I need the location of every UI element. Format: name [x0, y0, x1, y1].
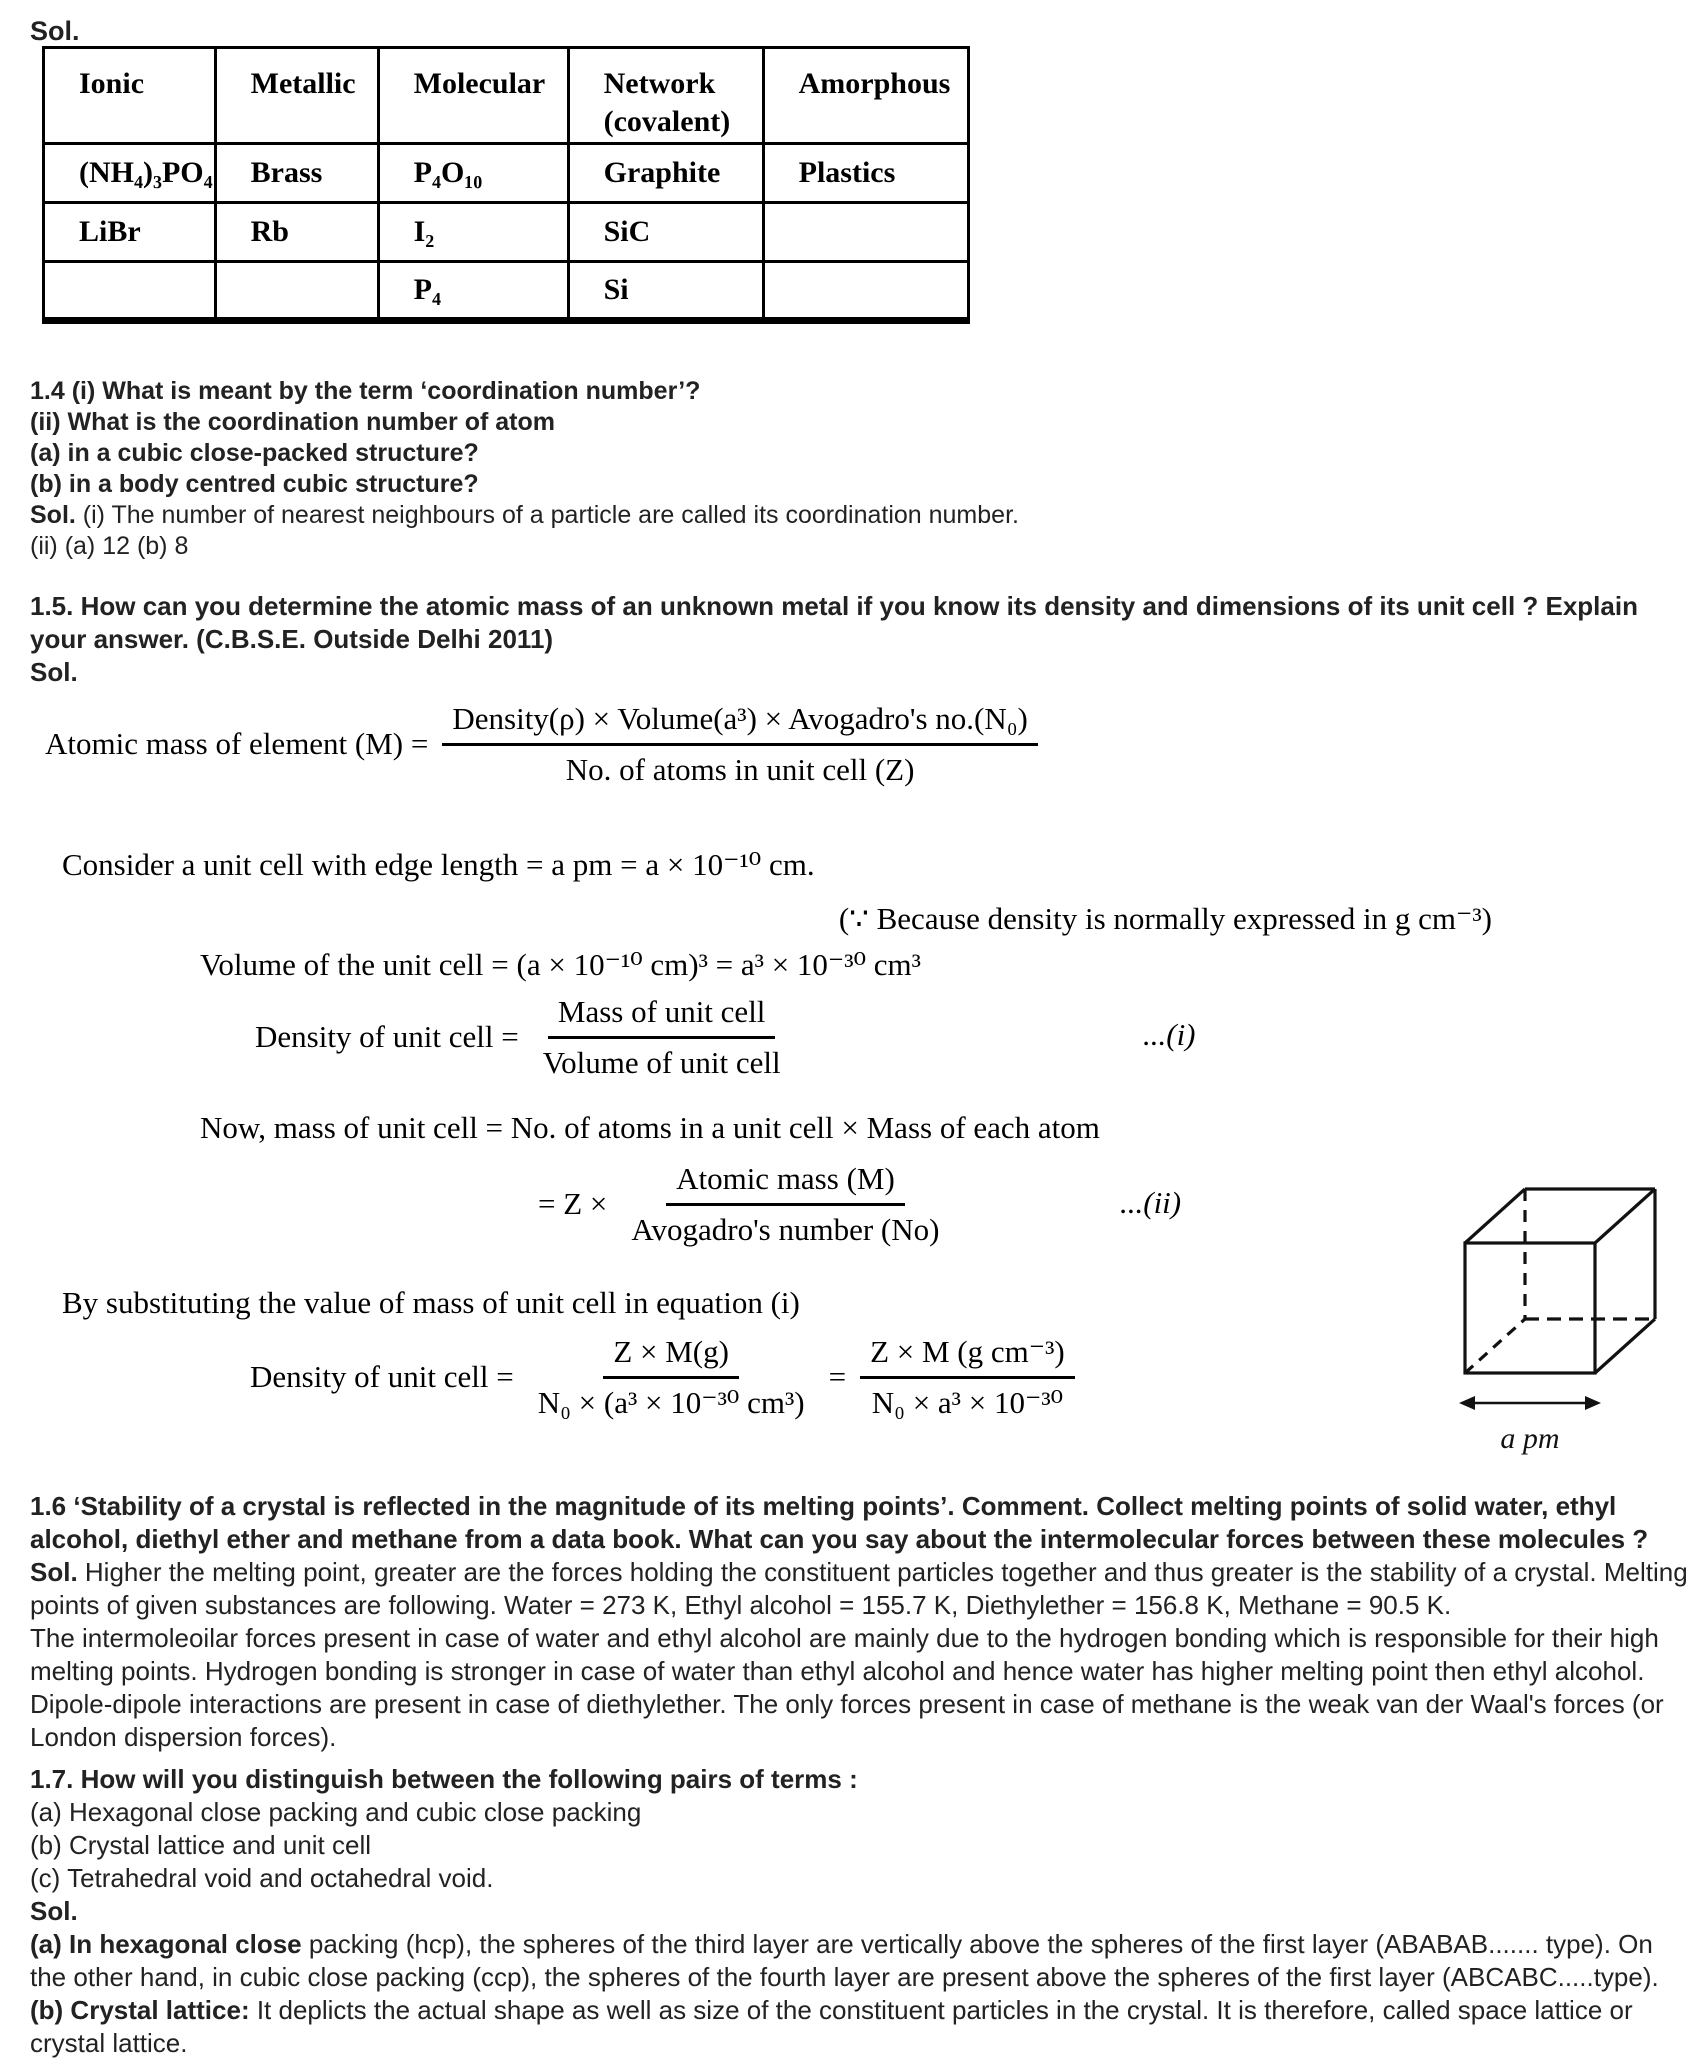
equation-text: Now, mass of unit cell = No. of atoms in a unit cell × Mass of each atom	[200, 1110, 1100, 1145]
question-text: 1.5. How can you determine the atomic mass of an unknown metal if you know its density and dimensions of its unit cell ? Explain your answer. (C.B.S.E. Outside Delhi 2011)	[30, 591, 1638, 654]
equation-text: Volume of the unit cell = (a × 10⁻¹⁰ cm)³ = a³ × 10⁻³⁰ cm³	[200, 947, 921, 982]
table-cell: I₂	[378, 203, 568, 262]
sol-label: Sol.	[30, 501, 76, 529]
sol-label: Sol.	[30, 657, 78, 687]
table-cell: (NH₄)₃PO₄	[44, 144, 216, 203]
sol-label: Sol.	[30, 1557, 78, 1587]
cube-edge-label: a pm	[1500, 1422, 1560, 1455]
question-text: 1.7. How will you distinguish between the following pairs of terms :	[30, 1764, 858, 1794]
table-cell	[763, 262, 968, 321]
fraction	[533, 990, 791, 1083]
table-cell: Graphite	[568, 144, 763, 203]
fraction	[442, 697, 1037, 790]
header-text-line2: (covalent)	[603, 105, 731, 138]
table-cell	[215, 262, 378, 321]
question-item-b: (b) Crystal lattice and unit cell	[30, 1830, 372, 1860]
mass-equation-2	[538, 1157, 949, 1250]
question-1-5	[30, 590, 1690, 689]
numerator: Z × M (g cm⁻³)	[860, 1330, 1075, 1379]
arrow-left-head	[1459, 1396, 1475, 1410]
question-line: (a) in a cubic close-packed structure?	[30, 439, 479, 467]
fraction	[621, 1157, 949, 1250]
equation-text: By substituting the value of mass of unit cell in equation (i)	[62, 1285, 800, 1320]
answer-b-text: It deplicts the actual shape as well as size of the constituent particles in the crystal. It is therefore, called space lattice or crystal lattice.	[30, 1995, 1633, 2058]
table-cell	[44, 262, 216, 321]
denominator: N₀ × a³ × 10⁻³⁰	[871, 1385, 1064, 1420]
table-cell: LiBr	[44, 203, 216, 262]
equation-lhs: Atomic mass of element (M) =	[45, 725, 429, 761]
equation-lhs: = Z ×	[538, 1185, 608, 1221]
table-cell	[763, 203, 968, 262]
header-network-covalent	[568, 48, 763, 144]
header-metallic	[215, 48, 378, 144]
numerator: Atomic mass (M)	[666, 1157, 905, 1206]
header-ionic	[44, 48, 216, 144]
denominator: N₀ × (a³ × 10⁻³⁰ cm³)	[537, 1385, 805, 1420]
table-cell: Si	[568, 262, 763, 321]
question-line: (ii) What is the coordination number of atom	[30, 408, 555, 436]
table-cell: Rb	[215, 203, 378, 262]
density-equation-1	[255, 990, 791, 1083]
header-amorphous	[763, 48, 968, 144]
answer-b	[30, 1994, 1690, 2060]
question-bold-text: 1.6 ‘Stability of a crystal is reflected in the magnitude of its melting points’. Comment. Collect melting points of solid water, ethyl alcohol, diethyl ether and methane from a data book. What can you say about the intermolecular forces between these molecules ?	[30, 1491, 1649, 1554]
table-cell: P₄	[378, 262, 568, 321]
numerator: Z × M(g)	[603, 1330, 739, 1379]
question-1-7	[30, 1763, 1690, 2060]
answer-a-bold: (a) In hexagonal close	[30, 1929, 302, 1959]
cube-drawing	[1445, 1165, 1700, 1465]
question-1-6	[30, 1490, 1690, 1754]
question-item-c: (c) Tetrahedral void and octahedral void.	[30, 1863, 494, 1893]
table-row	[44, 203, 969, 262]
substitute-line	[62, 1285, 800, 1321]
arrow-right-head	[1585, 1396, 1601, 1410]
solution-text: (i) The number of nearest neighbours of a particle are called its coordination number.	[75, 501, 1019, 529]
table-cell: P₄O₁₀	[378, 144, 568, 203]
solution-paragraph	[30, 1556, 1690, 1622]
solution-text: Higher the melting point, greater are the forces holding the constituent particles together and thus greater is the stability of a crystal. Melting points of given substances are following. Water = 273 K, Ethyl alcohol = 155.7 K, Diethylether = 156.8 K, Methane = 90.5 K.	[30, 1557, 1688, 1620]
atomic-mass-equation	[45, 697, 1038, 790]
numerator: Density(ρ) × Volume(a³) × Avogadro's no.(N₀)	[442, 697, 1037, 746]
table-cell: SiC	[568, 203, 763, 262]
table-cell: Plastics	[763, 144, 968, 203]
fraction	[860, 1330, 1075, 1423]
mass-of-unit-cell-line	[200, 1110, 1100, 1146]
unit-cell-cube-diagram	[1445, 1165, 1700, 1465]
header-text: Metallic	[250, 67, 356, 100]
equation-lhs: Density of unit cell =	[255, 1018, 519, 1054]
table-cell: Brass	[215, 144, 378, 203]
answer-a	[30, 1928, 1690, 1994]
denominator: Avogadro's number (No)	[631, 1212, 940, 1247]
equation-text: Consider a unit cell with edge length = a pm = a × 10⁻¹⁰ cm.	[62, 847, 815, 882]
equation-ii-tag: ...(ii)	[1120, 1185, 1182, 1220]
denominator: No. of atoms in unit cell (Z)	[565, 752, 915, 787]
header-text: Ionic	[79, 67, 145, 100]
header-text: Network	[603, 67, 716, 100]
question-1-4	[30, 376, 1690, 562]
solution-line	[30, 500, 1690, 531]
numerator: Mass of unit cell	[548, 990, 776, 1039]
equation-lhs: Density of unit cell =	[250, 1358, 514, 1394]
classification-table	[42, 46, 970, 324]
because-note	[839, 901, 1492, 937]
question-line: 1.4 (i) What is meant by the term ‘coordination number’?	[30, 377, 701, 405]
header-molecular	[378, 48, 568, 144]
equation-i-tag: ...(i)	[1143, 1017, 1196, 1052]
table-header-row	[44, 48, 969, 144]
question-line: (b) in a body centred cubic structure?	[30, 470, 479, 498]
top-solution-label: Sol.	[30, 16, 80, 46]
sol-label: Sol.	[30, 1896, 78, 1926]
equals-sign: =	[828, 1358, 847, 1394]
header-text: Molecular	[413, 67, 546, 100]
consider-line	[62, 847, 815, 883]
derivation-block	[0, 685, 1700, 1463]
fraction	[528, 1330, 815, 1423]
density-equation-2	[250, 1330, 1075, 1423]
denominator: Volume of unit cell	[542, 1045, 781, 1080]
question-text	[30, 1490, 1690, 1556]
table-row	[44, 262, 969, 321]
answer-b-bold: (b) Crystal lattice:	[30, 1995, 250, 2025]
question-item-a: (a) Hexagonal close packing and cubic close packing	[30, 1797, 642, 1827]
equation-text: (∵ Because density is normally expressed in g cm⁻³)	[838, 901, 1492, 936]
solution-line: (ii) (a) 12 (b) 8	[30, 532, 189, 560]
answer-a-text: packing (hcp), the spheres of the third layer are vertically above the spheres of the first layer (ABABAB....... type). On the other hand, in cubic close packing (ccp), the spheres of the fourth layer are present above the spheres of the first layer (ABCABC.....type).	[30, 1929, 1659, 1992]
volume-equation	[200, 947, 921, 983]
table-row	[44, 144, 969, 203]
solution-paragraph-2: The intermoleoilar forces present in case of water and ethyl alcohol are mainly due to the hydrogen bonding which is responsible for their high melting points. Hydrogen bonding is stronger in case of water than ethyl alcohol and hence water has higher melting point then ethyl alcohol. Dipole-dipole interactions are present in case of diethylether. The only forces present in case of methane is the weak van der Waal's forces (or London dispersion forces).	[30, 1623, 1664, 1752]
header-text: Amorphous	[798, 67, 951, 100]
